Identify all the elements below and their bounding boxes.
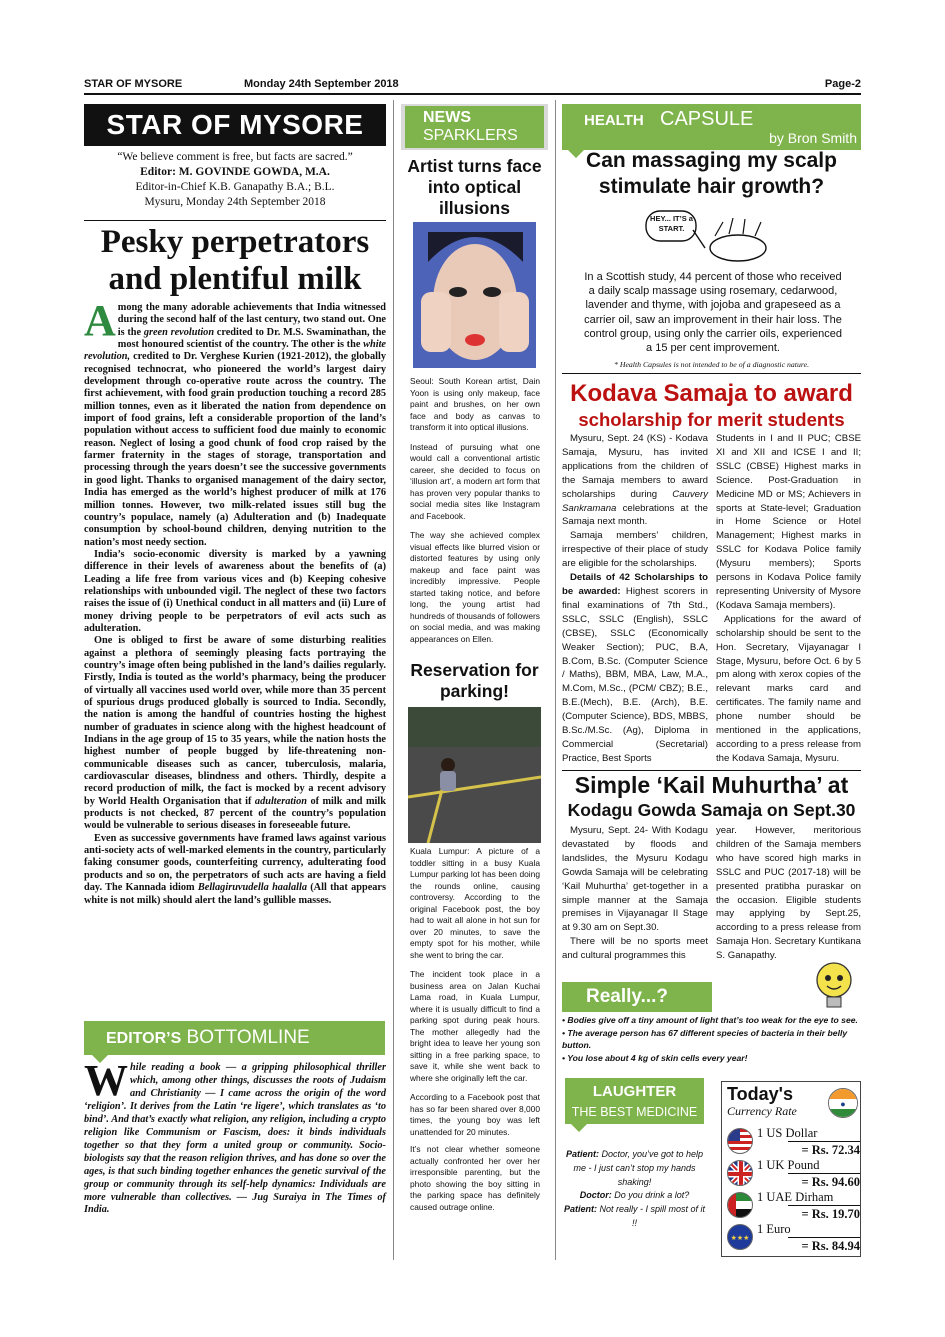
laughter-pointer [571,1124,587,1132]
kail-col-1 [562,824,708,963]
editorial-italic: Bellagiruvudella haalalla [197,882,307,894]
masthead-rule [84,220,386,221]
health-cartoon [643,208,773,264]
kodava-text: Mysuru, Sept. 24 (KS) - Kodava Samaja, Mysuru, has invited applications from the children of the Samaja members to award scholarships during [562,433,708,500]
kail-paragraph: There will be no sports meet and cultural programmes this [562,936,708,962]
editorial-text: Even as successive governments have framed laws against various anti-society acts of well-marked elements in the country, particularly faking consumer goods, counterfeiting currency, adulterating food products and so on, the perpetrators of such acts are having a field day. The Kannada idiom [84,832,386,894]
laughter-joke [562,1148,707,1231]
bottomline-banner [84,1021,385,1055]
bottomline-label: BOTTOMLINE [181,1027,310,1048]
currency-row-eur [727,1224,860,1252]
bottomline-dropcap: W [84,1056,128,1105]
art-story [410,376,540,645]
really-item: • You lose about 4 kg of skin cells every year! [562,1053,748,1064]
uae-flag-icon [727,1192,753,1218]
editorial-text: (All that appears white is not milk) should alert the land’s gullible masses. [84,882,386,906]
masthead-title: STAR OF MYSORE [84,104,386,146]
kodava-title-2: scholarship for merit students [578,409,845,430]
kodava-text: celebrations at the Samaja next month. [562,502,708,528]
bottomline-label-bold: EDITOR’S [106,1030,182,1047]
art-title: Artist turns face into optical illusions [407,156,542,218]
kodava-paragraph: Applications for the award of scholarship should be sent to the Hon. Secretary, Vijayanagar I Stage, Mysuru, before Oct. 6 by 5 pm along with xerox copies of the relevant marks card and certificates. The family name and phone number should be mentioned in the applications, according to a press release from the Kodava Samaja, Mysuru. [716,613,861,764]
joke-speaker: Patient: [563,1204,597,1215]
currency-row-usd [727,1128,860,1156]
health-rule [562,373,861,374]
joke-line: Not really - I spill most of it !! [596,1204,706,1228]
really-item-text: The average person has 67 different species of bacteria in their belly button. [562,1027,848,1051]
really-item-text: Bodies give off a tiny amount of light that’s too weak for the eye to see. [567,1015,858,1025]
india-flag-icon: ● [828,1088,858,1118]
kodava-text: Highest scorers in final examinations of 7th Std., SSLC, SSLC (English), SSLC (CBSE), SSLC (Economically Weaker Section); PUC, B.A, B.Com, B.Sc. (Computer Science / Maths), BBM, MBA, Law, M.A., M.Com, M.Sc., (PCM/ CBZ); B.E., B.E.(Mech), B.E. (Arch), B.E. (Computer Science), BDS, MBBS, B.Sc./M.Sc. (Ag), Diploma in Commercial (Secretarial) Practice, Best Sports [562,585,708,764]
cartoon-caption: HEY... IT’S a START. [650,214,693,233]
health-note: * Health Capsules is not intended to be of a diagnostic nature. [613,360,810,369]
kodava-title [562,380,861,432]
really-item: • Bodies give off a tiny amount of light that’s too weak for the eye to see. [562,1015,858,1025]
headline-line-2: and plentiful milk [108,261,362,297]
editor-in-chief-line: Editor-in-Chief K.B. Ganapathy B.A.; B.L. [135,181,335,193]
editorial-headline [84,224,386,298]
masthead-credits [84,150,386,210]
us-flag-icon [727,1128,753,1154]
column-rule-1 [393,100,394,1260]
parking-paragraph: It’s not clear whether someone actually confronted her over her irresponsible parenting, but the photo showing the boy sitting in the parking space has definitely caused outrage online. [410,1144,540,1212]
page-header [84,78,861,92]
parking-paragraph: The incident took place in a business area on Jalan Kuchai Lama road, in Kuala Lumpur, where it is usually difficult to find a parking spot during peak hours. The mother allegedly had the bright idea to leave her young son sitting in a free parking space, to save it, while she went back to where she originally left the car. [410,969,540,1083]
currency-row-gbp [727,1160,860,1188]
joke-speaker: Patient: [565,1149,599,1159]
sparklers-label-2: SPARKLERS [423,127,518,144]
currency-name: 1 US Dollar [757,1126,818,1140]
parking-photo [408,707,541,843]
editorial-text: mong the many adorable achievements that India witnessed during the second half of the last century, two stand out. One is the [117,302,386,338]
kodava-col-2 [716,432,861,766]
uk-flag-icon [727,1160,753,1186]
bottomline-body [84,1056,386,1217]
joke-speaker: Doctor: [579,1190,612,1201]
kail-paragraph: year. However, meritorious children of the Samaja members who have scored high marks in SSLC and PUC (2017-18) will be presented pratibha puraskar on the occasion. Eligible students may applying by Sept.25, according to a press release from Samaja Hon. Secretary Kuntikana S. Ganapathy. [716,825,861,962]
currency-name: 1 UK Pound [757,1158,820,1172]
parking-paragraph: Kuala Lumpur: A picture of a toddler sitting in a busy Kuala Lumpur parking lot has been doing the rounds online, causing controversy. According to the original Facebook post, the boy had to wait all alone in hot sun for over 20 minutes, to save the empty spot for his mother, while she went to bring the car. [410,846,540,960]
editorial-paragraph-2: India’s socio-economic diversity is marked by a yawning difference in their levels of awareness about the benefits of (a) Leading a life free from various vices and (b) Keeping cohesive relationships with unbounded vigil. The neglect of these two factors raises the issue of (i) Unethical conduct in all matters and (ii) Lure of money driving people to be perpetrators of evil acts such as adulteration. [84,548,386,634]
really-banner: Really...? [562,982,712,1012]
currency-subtitle: Currency Rate [727,1104,797,1118]
currency-value: = Rs. 84.94 [788,1237,860,1254]
laughter-label-1: LAUGHTER [592,1083,677,1100]
laughter-label-2: THE BEST MEDICINE [571,1105,698,1119]
header-paper-name: STAR OF MYSORE [84,78,183,90]
art-paragraph: The way she achieved complex visual effects like blurred vision or distorted features by using only makeup and face paint was incredibly impressive. People started taking notice, and before long, the young artist had hundreds of thousands of followers on social media, and was making appearances on Ellen. [410,530,540,644]
parking-title: Reservation for parking! [410,660,539,701]
kodava-paragraph: Students in I and II PUC; CBSE XI and XII and ICSE I and II; SSLC (CBSE) Highest marks in Science. Post-Graduation in Medicine MD or MS; Achievers in sports at State-level; Graduation in Home Science or Hotel Management; Highest marks in SSLC for Kodava Police family (Mysuru members); Sports persons in Kodava Police family representing University of Mysore (Kodava Samaja members). [716,433,861,611]
really-item-text: You lose about 4 kg of skin cells every year! [567,1053,748,1064]
column-rule-2 [555,100,556,1260]
header-rule [84,93,861,95]
kodava-title-1: Kodava Samaja to award [570,380,853,407]
header-page-number: Page-2 [824,78,861,90]
currency-value: = Rs. 94.60 [788,1173,860,1190]
health-label: CAPSULE [660,108,754,130]
currency-name: 1 Euro [757,1222,791,1236]
dateline: Mysuru, Monday 24th September 2018 [144,196,326,208]
sparklers-banner [405,106,544,148]
joke-line: Doctor, you’ve got to help me - I just can’t stop my hands shaking! [573,1149,704,1187]
health-label-bold: HEALTH [584,112,644,129]
currency-value: = Rs. 19.70 [788,1205,860,1222]
editorial-italic: adulteration [254,795,307,807]
parking-story [410,846,540,1213]
eu-flag-icon: ★★★ [727,1224,753,1250]
motto: “We believe comment is free, but facts are sacred.” [117,151,353,163]
really-item: • The average person has 67 different species of bacteria in their belly button. [562,1027,848,1051]
editorial-body [84,296,387,907]
currency-value: = Rs. 72.34 [788,1141,860,1158]
kodava-paragraph: Samaja members’ children, irrespective of their place of study are eligible for the scholarships. [562,530,708,570]
kail-title [562,771,861,821]
sparklers-label-1: NEWS [423,109,471,126]
kail-col-2 [716,824,861,963]
bottomline-text: hile reading a book — a gripping philosophical thriller which, among other things, discusses the roots of Judaism and Christianity — I came across the origin of the word ‘religion’. It derives from the Latin ‘re ligere’, which translates as ‘to bind’. And that’s exactly what religion, any religion, including a crypto religion like Communism or Fascism, does: it binds individuals together so that they form a united group or community. Socio-biologists say that the reason religion thrives, and has done so over the ages, is that such binding together enhances the genetic survival of the group or community through its self-help dynamics: Individuals are more vulnerable than collectives. — Jug Suraiya in The Times of India. [84,1062,386,1216]
currency-title: Today's [727,1084,793,1104]
health-banner [562,104,861,150]
headline-line-1: Pesky perpetrators [100,224,370,260]
kail-title-2: Kodagu Gowda Samaja on Sept.30 [567,800,856,820]
kodava-italic: Cauvery Sankramana [562,488,708,514]
currency-row-aed [727,1192,860,1220]
kodava-col-1 [562,432,708,766]
really-list [562,1014,861,1065]
art-paragraph: Instead of pursuing what one would call a conventional artistic career, she decided to focus on ‘illusion art’, a modern art form that has proven very popular thanks to social media sites like Instagram and Facebook. [410,441,540,521]
parking-paragraph: According to a Facebook post that has so far been shared over 8,000 times, the young boy was left unattended for 20 minutes. [410,1092,540,1137]
art-paragraph: Seoul: South Korean artist, Dain Yoon is using only makeup, face paint and brushes, on her own face and body as canvas to transform it into optical illusions. [410,376,540,432]
editorial-text: credited to Dr. Verghese Kurien (1921-2012), the globally recognised technocrat, who pioneered the world’s largest dairy development through co-operative route across the country. The first achievement, with food grain production touching a record 285 million tonnes, even as it liberated the nation from dependence on import of food grains, left a considerable proportion of the land’s population without access to sufficient food due mainly to economic reason. Neglect of losing a good chunk of food crop raised by the farmer fraternity in the stages of storage, transportation and processing through the years doesn’t see the successive governments in good light. Thanks to organised management of the dairy sector, India has emerged as the world’s highest producer of milk at 176 million tonnes. However, two milk-related issues still bug the country’s populace, namely (a) Adulteration and (b) Inadequate consumption by school-bound children, denying nutrition to the nation’s most needy section. [84,351,386,548]
editorial-italic: green revolution [143,326,215,338]
editorial-text: One is obliged to first be aware of some disturbing realities against a plethora of seemingly pleasing facts portraying the country’s image often being published in the land’s dailies regularly. Firstly, India is touted as the world’s pharmacy, being the producer of virtually all vaccines used world over, while more than 35 percent of spurious drugs produced globally is sourced to India. Secondly, the nation is among the handful of countries hosting the highest number of graduates in science along with the highest headcount of Indians in the age group of 15 to 35 years, while the nation hosts the highest number of people bugged by life-threatening non-communicable diseases such as cancer, tuberculosis, malaria, cardiovascular diseases, blindness and others. Thirdly, despite a record production of milk, the fact is mocked by a recent advisory by World Health Organisation that if [84,635,386,807]
kodava-bold: Details of 42 Scholarships to be awarded: [562,572,708,597]
editor-line: Editor: M. GOVINDE GOWDA, M.A. [140,166,330,178]
kail-title-1: Simple ‘Kail Muhurtha’ at [574,772,849,798]
health-title: Can massaging my scalp stimulate hair growth? [586,149,837,198]
header-date: Monday 24th September 2018 [244,78,399,90]
joke-line: Do you drink a lot? [611,1190,690,1201]
editorial-italic: white revolution, [84,339,386,363]
face-illusion-photo [413,222,536,368]
health-text: In a Scottish study, 44 percent of those who received a daily scalp massage using rosemary, cedarwood, lavender and thyme, with jojoba and grapeseed as a carrier oil, saw an improvement in their hair loss. The control group, using only the carrier oils, experienced a 15 per cent improvement. [583,271,843,355]
currency-name: 1 UAE Dirham [757,1190,834,1204]
lightbulb-icon [810,958,858,1014]
health-byline: by Bron Smith [769,130,857,146]
laughter-banner [565,1078,704,1124]
editorial-text: credited to Dr. M.S. Swaminathan, the most honoured scientist of the country. The other is the [117,326,387,351]
kail-paragraph: Mysuru, Sept. 24- With Kodagu devastated by floods and landslides, the Mysuru Kodagu Gowda Samaja will be celebrating ‘Kail Muhurtha’ get-together in a simple manner at the Samaja premises in Vijayanagar II Stage at 9.30 am on Sept.30. [562,825,708,934]
editorial-text: of milk and milk products is not checked, 87 percent of the country’s population would be vulnerable to serious diseases in foreseeable future. [84,795,386,832]
dropcap: A [84,296,116,345]
